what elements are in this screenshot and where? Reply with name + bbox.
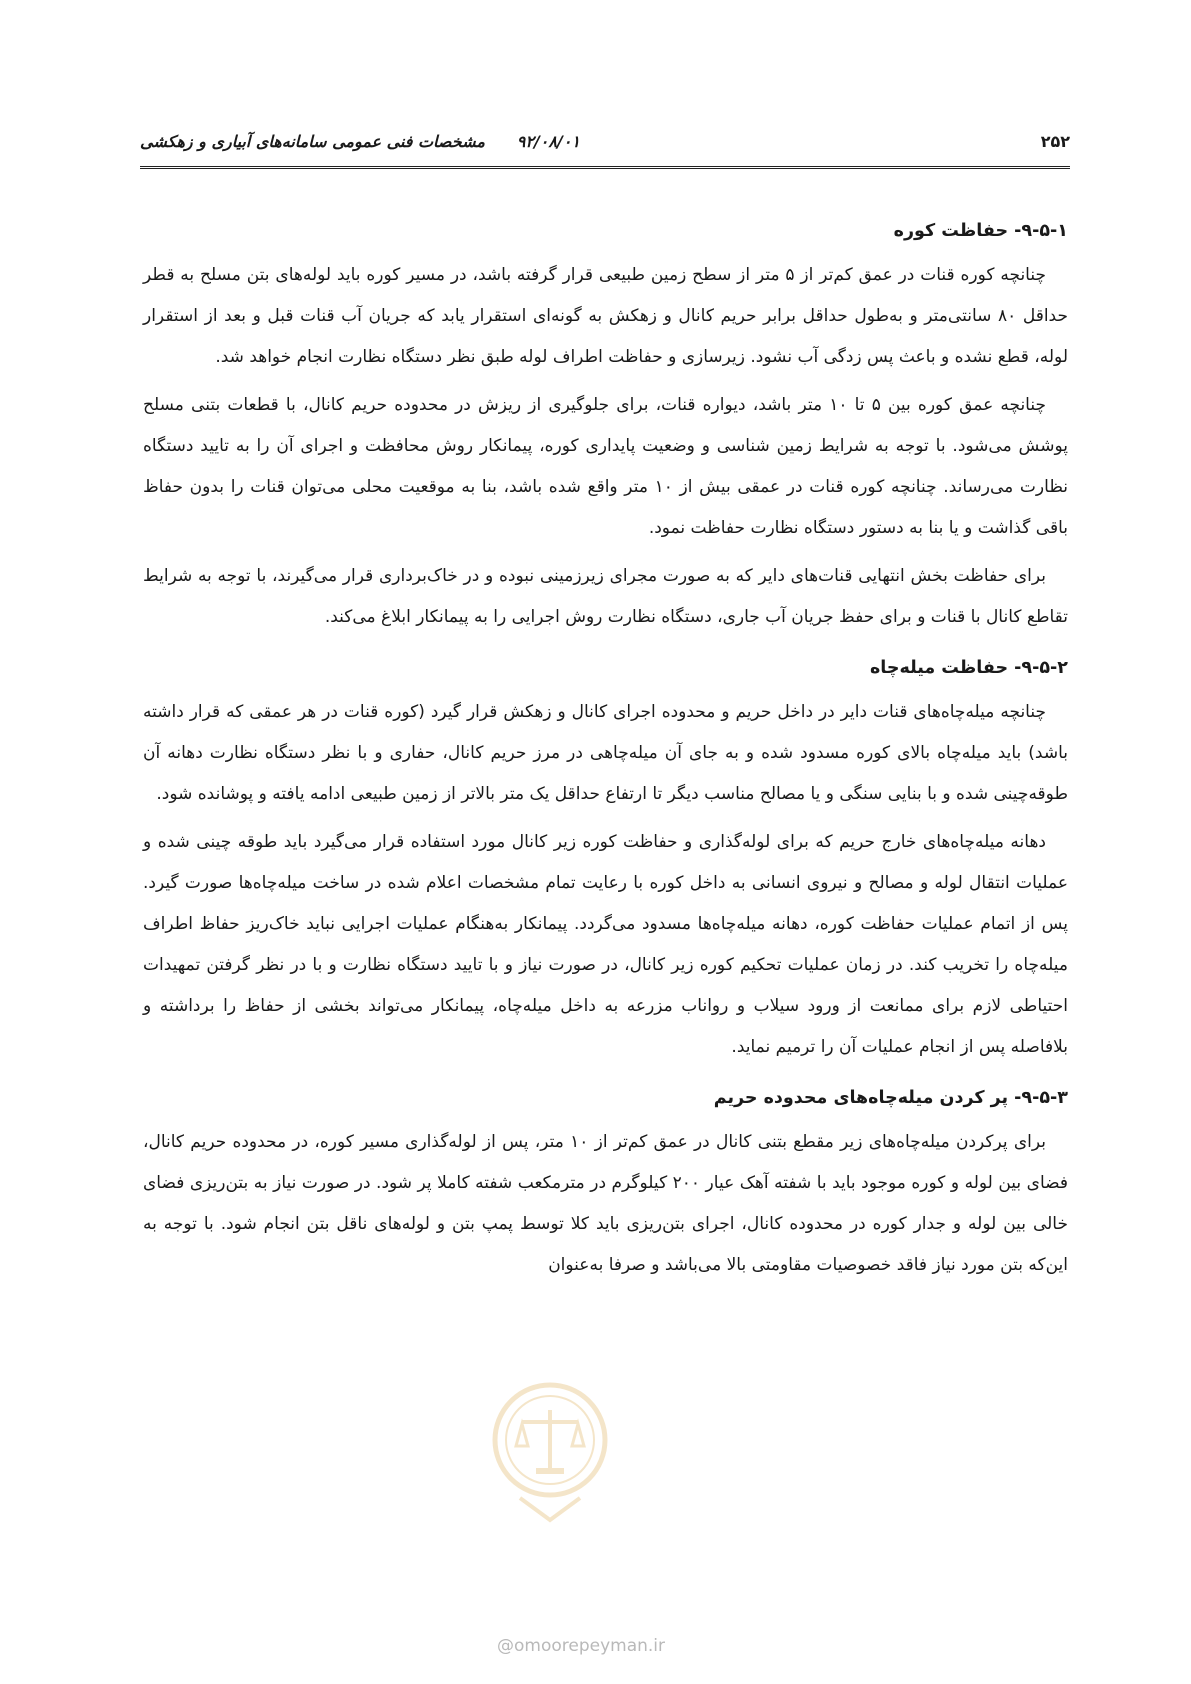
header-title: مشخصات فنی عمومی سامانه‌های آبیاری و زهکشی bbox=[140, 132, 485, 151]
section-paragraph: چنانچه عمق کوره بین ۵ تا ۱۰ متر باشد، دیواره قنات، برای جلوگیری از ریزش در محدوده حریم کانال، با قطعات بتنی مسلح پوشش می‌شود. با توجه به شرایط زمین شناسی و وضعیت پایداری کوره، پیمانکار روش محافظت و اجرای آن را به تایید دستگاه نظارت می‌رساند. چنانچه کوره قنات در عمقی بیش از ۱۰ متر واقع شده باشد، بنا به موقعیت محلی می‌توان قنات را بدون حفاظ باقی گذاشت و یا بنا به دستور دستگاه نظارت حفاظت نمود. bbox=[143, 395, 1068, 538]
section-paragraph: برای حفاظت بخش انتهایی قنات‌های دایر که به صورت مجرای زیرزمینی نبوده و در خاک‌برداری قرار می‌گیرند، با توجه به شرایط تقاطع کانال با قنات و برای حفظ جریان آب جاری، دستگاه نظارت روش اجرایی را به پیمانکار ابلاغ می‌کند. bbox=[143, 566, 1068, 627]
section-paragraph: دهانه میله‌چاه‌های خارج حریم که برای لوله‌گذاری و حفاظت کوره زیر کانال مورد استفاده قرار می‌گیرد باید طوقه چینی شده و عملیات انتقال لوله و مصالح و نیروی انسانی به داخل کوره با رعایت تمام مشخصات اعلام شده در ساخت میله‌چاه‌ها صورت گیرد. پس از اتمام عملیات حفاظت کوره، دهانه میله‌چاه‌ها مسدود می‌گردد. پیمانکار به‌هنگام عملیات اجرایی نباید خاک‌ریز حفاظ اطراف میله‌چاه را تخریب کند. در زمان عملیات تحکیم کوره زیر کانال، در صورت نیاز و با تایید دستگاه نظارت و با در نظر گرفتن تمهیدات احتیاطی لازم برای ممانعت از ورود سیلاب و رواناب مزرعه به داخل میله‌چاه، پیمانکار می‌تواند بخشی از حفاظ را برداشته و بلافاصله پس از انجام عملیات آن را ترمیم نماید. bbox=[143, 832, 1068, 1057]
header-date: ۹۲/۰۸/۰۱ bbox=[516, 132, 580, 151]
page-number: ۲۵۲ bbox=[1040, 132, 1070, 151]
section-heading-shaft-protection: ۹-۵-۲- حفاظت میله‌چاه bbox=[869, 658, 1068, 678]
header-rule bbox=[140, 166, 1070, 169]
section-paragraph: چنانچه میله‌چاه‌های قنات دایر در داخل حریم و محدوده اجرای کانال و زهکش قرار گیرد (کوره قنات در هر عمقی که قرار داشته باشد) باید میله‌چاه بالای کوره مسدود شده و به جای آن میله‌چاهی در مرز حریم کانال، حفاری و با نظر دستگاه نظارت دهانه آن طوقه‌چینی شده و با بنایی سنگی و یا مصالح مناسب دیگر تا ارتفاع حداقل یک متر بالاتر از زمین طبیعی ادامه یافته و پوشانده شود. bbox=[143, 702, 1068, 804]
section-heading-qanat-tunnel: ۹-۵-۱- حفاظت کوره bbox=[893, 221, 1068, 241]
section-heading-shaft-filling: ۹-۵-۳- پر کردن میله‌چاه‌های محدوده حریم bbox=[713, 1088, 1068, 1108]
watermark-text: @omoorepeyman.ir bbox=[497, 1636, 666, 1656]
scales-of-justice-seal-icon bbox=[490, 1380, 610, 1530]
section-paragraph: چنانچه کوره قنات در عمق کم‌تر از ۵ متر از سطح زمین طبیعی قرار گرفته باشد، در مسیر کوره باید لوله‌های بتن مسلح به قطر حداقل ۸۰ سانتی‌متر و به‌طول حداقل برابر حریم کانال و زهکش به گونه‌ای استقرار یابد که جریان آب قنات قبل و بعد از استقرار لوله، قطع نشده و باعث پس زدگی آب نشود. زیرسازی و حفاظت اطراف لوله طبق نظر دستگاه نظارت انجام خواهد شد. bbox=[143, 265, 1068, 367]
page-header bbox=[140, 130, 1070, 160]
document-body bbox=[143, 215, 1068, 1293]
section-paragraph: برای پرکردن میله‌چاه‌های زیر مقطع بتنی کانال در عمق کم‌تر از ۱۰ متر، پس از لوله‌گذاری مسیر کوره، در محدوده حریم کانال، فضای بین لوله و کوره موجود باید با شفته آهک عیار ۲۰۰ کیلوگرم در مترمکعب شفته کاملا پر شود. در صورت نیاز به بتن‌ریزی فضای خالی بین لوله و جدار کوره در محدوده کانال، اجرای بتن‌ریزی باید کلا توسط پمپ بتن و لوله‌های ناقل بتن انجام شود. با توجه به این‌که بتن مورد نیاز فاقد خصوصیات مقاومتی بالا می‌باشد و صرفا به‌عنوان bbox=[143, 1132, 1068, 1275]
